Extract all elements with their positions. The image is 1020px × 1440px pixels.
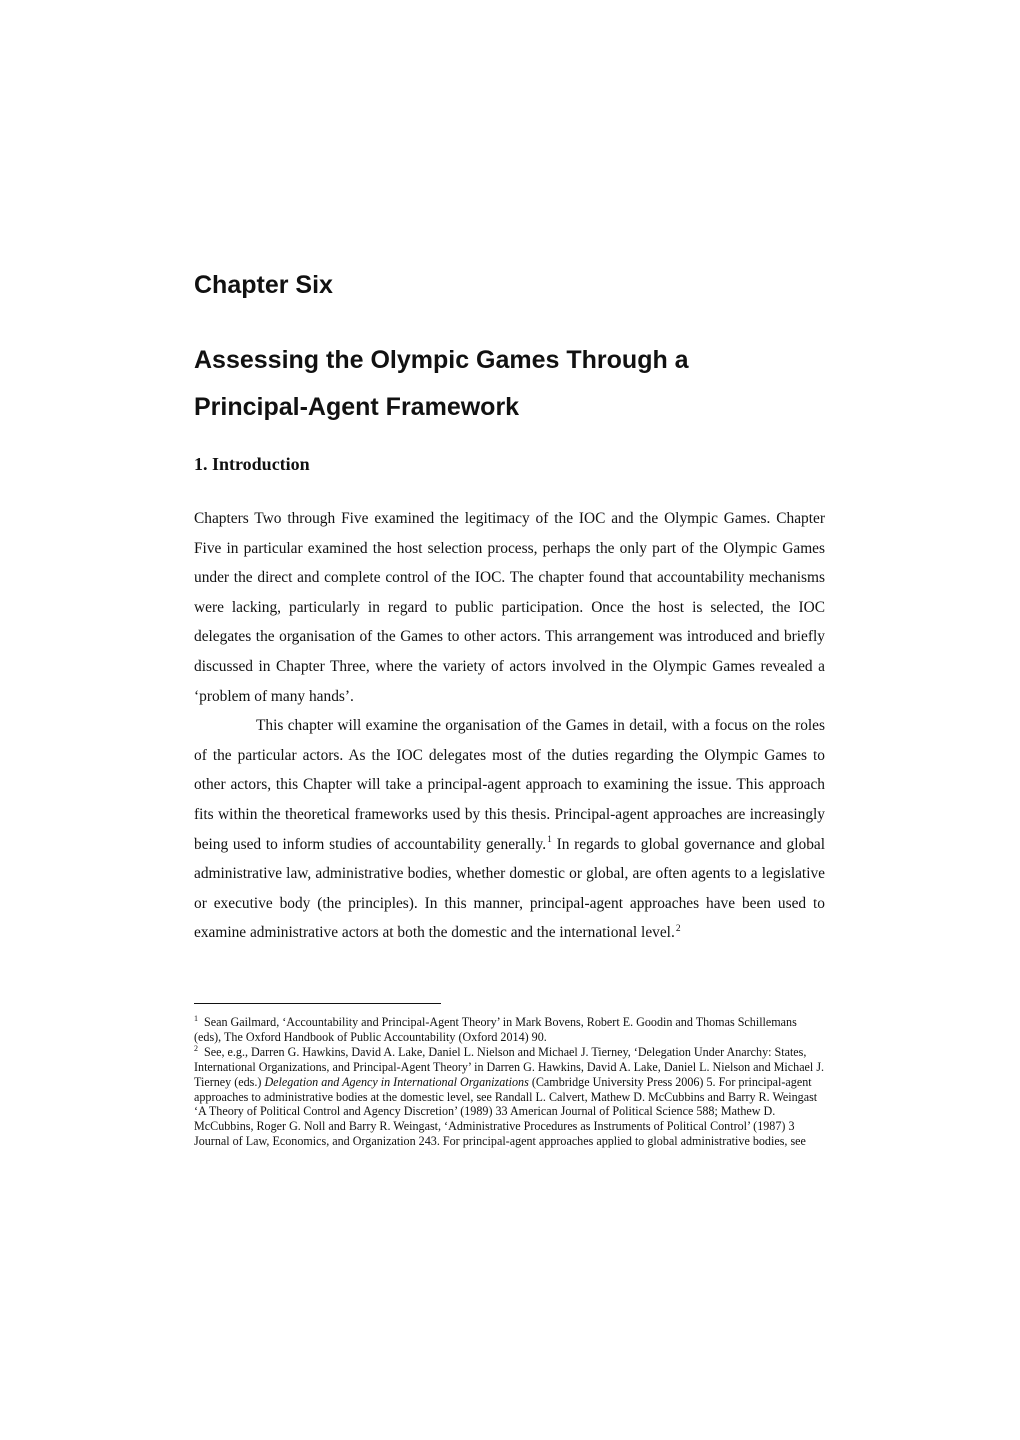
chapter-title: [194, 337, 834, 431]
footnote-1-number: 1: [194, 1013, 198, 1023]
chapter-title-line-1: Assessing the Olympic Games Through a: [194, 346, 689, 374]
paragraph-2-text-a: This chapter will examine the organisation of the Games in detail, with a focus on the roles of the particular actors. As the IOC delegates most of the duties regarding the Olympic Games to other actors, this Chapter will take a principal-agent approach to examining the issue. This approach fits within the theoretical frameworks used by this thesis. Principal-agent approaches are increasingly being used to inform studies of accountability generally.: [194, 717, 825, 853]
footnote-2-text-a: See, e.g., Darren G. Hawkins, David A. Lake, Daniel L. Nielson and Michael J. Tierney, ‘Delegation Under Anarchy: States, International Organizations, and Principal-Agent Theory’ in Darren G. Hawkins, David A. Lake, Daniel L. Nielson and Michael J. Tierney (eds.): [194, 1044, 825, 1089]
paragraph-1: Chapters Two through Five examined the legitimacy of the IOC and the Olympic Games. Chapter Five in particular examined the host selection process, perhaps the only part of the Olympic Games under the direct and complete control of the IOC. The chapter found that accountability mechanisms were lacking, particularly in regard to public participation. Once the host is selected, the IOC delegates the organisation of the Games to other actors. This arrangement was introduced and briefly discussed in Chapter Three, where the variety of actors involved in the Olympic Games revealed a ‘problem of many hands’.: [194, 510, 825, 705]
footnote-2-book-title: Delegation and Agency in International Organizations: [264, 1074, 529, 1089]
footnote-2-text-b: (Cambridge University Press 2006) 5. For principal-agent approaches to administrative bodies at the domestic level, see Randall L. Calvert, Mathew D. McCubbins and Barry R. Weingast ‘A Theory of Political Control and Agency Discretion’ (1989) 33 American Journal of Political Science 588; Mathew D. McCubbins, Roger G. Noll and Barry R. Weingast, ‘Administrative Procedures as Instruments of Political Control’ (1987) 3 Journal of Law, Economics, and Organization 243. For principal-agent approaches applied to global administrative bodies, see: [194, 1074, 818, 1149]
chapter-label: Chapter Six: [194, 271, 333, 299]
paragraph-2-text-b: In regards to global governance and global administrative law, administrative bodies, whether domestic or global, are often agents to a legislative or executive body (the principles). In this manner, principal-agent approaches have been used to examine administrative actors at both the domestic and the international level.: [194, 835, 826, 942]
footnote-1-text: Sean Gailmard, ‘Accountability and Principal-Agent Theory’ in Mark Bovens, Robert E. Goodin and Thomas Schillemans (eds), The Oxford Handbook of Public Accountability (Oxford 2014) 90.: [194, 1015, 797, 1044]
footnote-ref-1[interactable]: 1: [547, 835, 552, 846]
footnote-1: [194, 1015, 825, 1045]
footnotes: [194, 1015, 825, 1149]
footnote-ref-2[interactable]: 2: [675, 924, 681, 935]
footnote-2-number: 2: [194, 1043, 198, 1053]
footnote-divider: [194, 1003, 441, 1004]
body-text: [194, 504, 825, 948]
footnote-2: [194, 1045, 825, 1149]
paragraph-2: [194, 711, 825, 948]
section-heading: 1. Introduction: [194, 454, 310, 474]
chapter-title-line-2: Principal-Agent Framework: [194, 393, 520, 421]
